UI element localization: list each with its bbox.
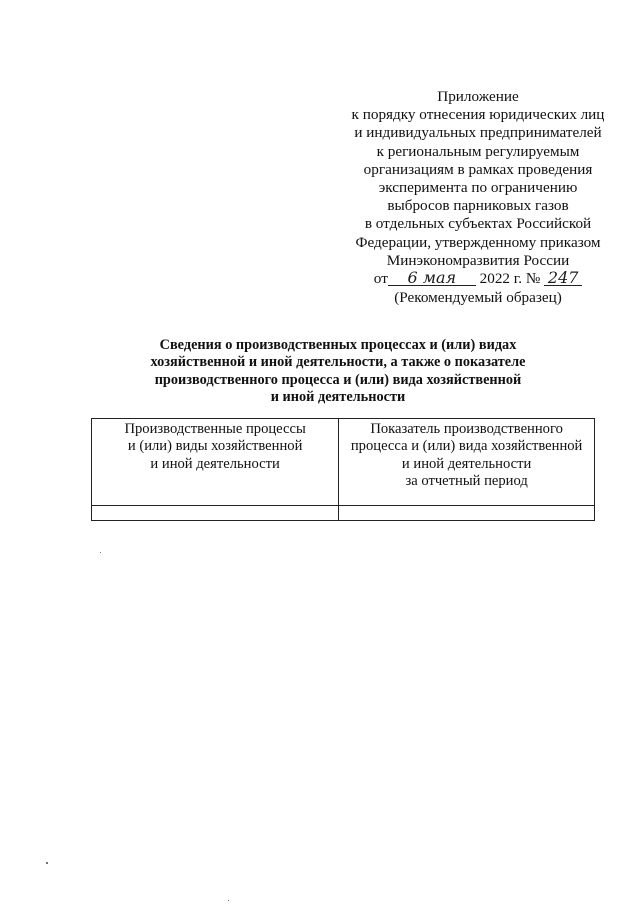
appendix-line: выбросов парниковых газов xyxy=(387,197,569,215)
handwritten-date: 6 мая xyxy=(388,270,476,286)
table-cell[interactable] xyxy=(339,506,595,521)
appendix-line: к региональным регулируемым xyxy=(376,142,580,160)
appendix-line: в отдельных субъектах Российской xyxy=(364,215,592,233)
appendix-line: эксперимента по ограничению xyxy=(378,179,578,197)
table-header-processes xyxy=(92,419,339,506)
date-prefix: от xyxy=(373,270,388,288)
document-heading xyxy=(120,337,556,407)
header-text-line: за отчетный период xyxy=(405,473,528,490)
handwritten-order-number: 247 xyxy=(544,270,582,286)
header-text-line: и иной деятельности xyxy=(401,455,532,472)
appendix-block xyxy=(338,88,618,288)
header-text-line: процесса и (или) вида хозяйственной xyxy=(350,438,583,455)
header-text-line: и иной деятельности xyxy=(150,455,280,472)
order-date-line xyxy=(338,270,618,288)
year-text: 2022 г. № xyxy=(479,270,541,288)
table-header-row xyxy=(92,419,595,506)
scan-speck xyxy=(100,552,101,553)
heading-line: и иной деятельности xyxy=(270,389,406,406)
appendix-title: Приложение xyxy=(437,88,519,105)
appendix-line: Федерации, утвержденному приказом xyxy=(355,233,601,251)
header-text-line: Показатель производственного xyxy=(370,421,563,437)
header-text-line: и (или) виды хозяйственной xyxy=(127,438,303,455)
heading-line: хозяйственной и иной деятельности, а также о показателе xyxy=(150,354,526,371)
heading-line: производственного процесса и (или) вида хозяйственной xyxy=(154,371,522,388)
scan-speck xyxy=(228,900,229,901)
table-row xyxy=(92,506,595,521)
scan-speck xyxy=(46,862,48,864)
heading-line: Сведения о производственных процессах и (или) видах xyxy=(159,337,517,353)
appendix-line: и индивидуальных предпринимателей xyxy=(354,124,602,142)
appendix-line: организациям в рамках проведения xyxy=(363,160,593,178)
table-cell[interactable] xyxy=(92,506,339,521)
info-table xyxy=(91,418,595,521)
recommended-sample-note: (Рекомендуемый образец) xyxy=(394,289,562,306)
appendix-line: к порядку отнесения юридических лиц xyxy=(351,106,605,124)
header-text-line: Производственные процессы xyxy=(124,421,306,437)
appendix-line: Минэкономразвития России xyxy=(386,251,570,269)
table-header-indicator xyxy=(339,419,595,506)
